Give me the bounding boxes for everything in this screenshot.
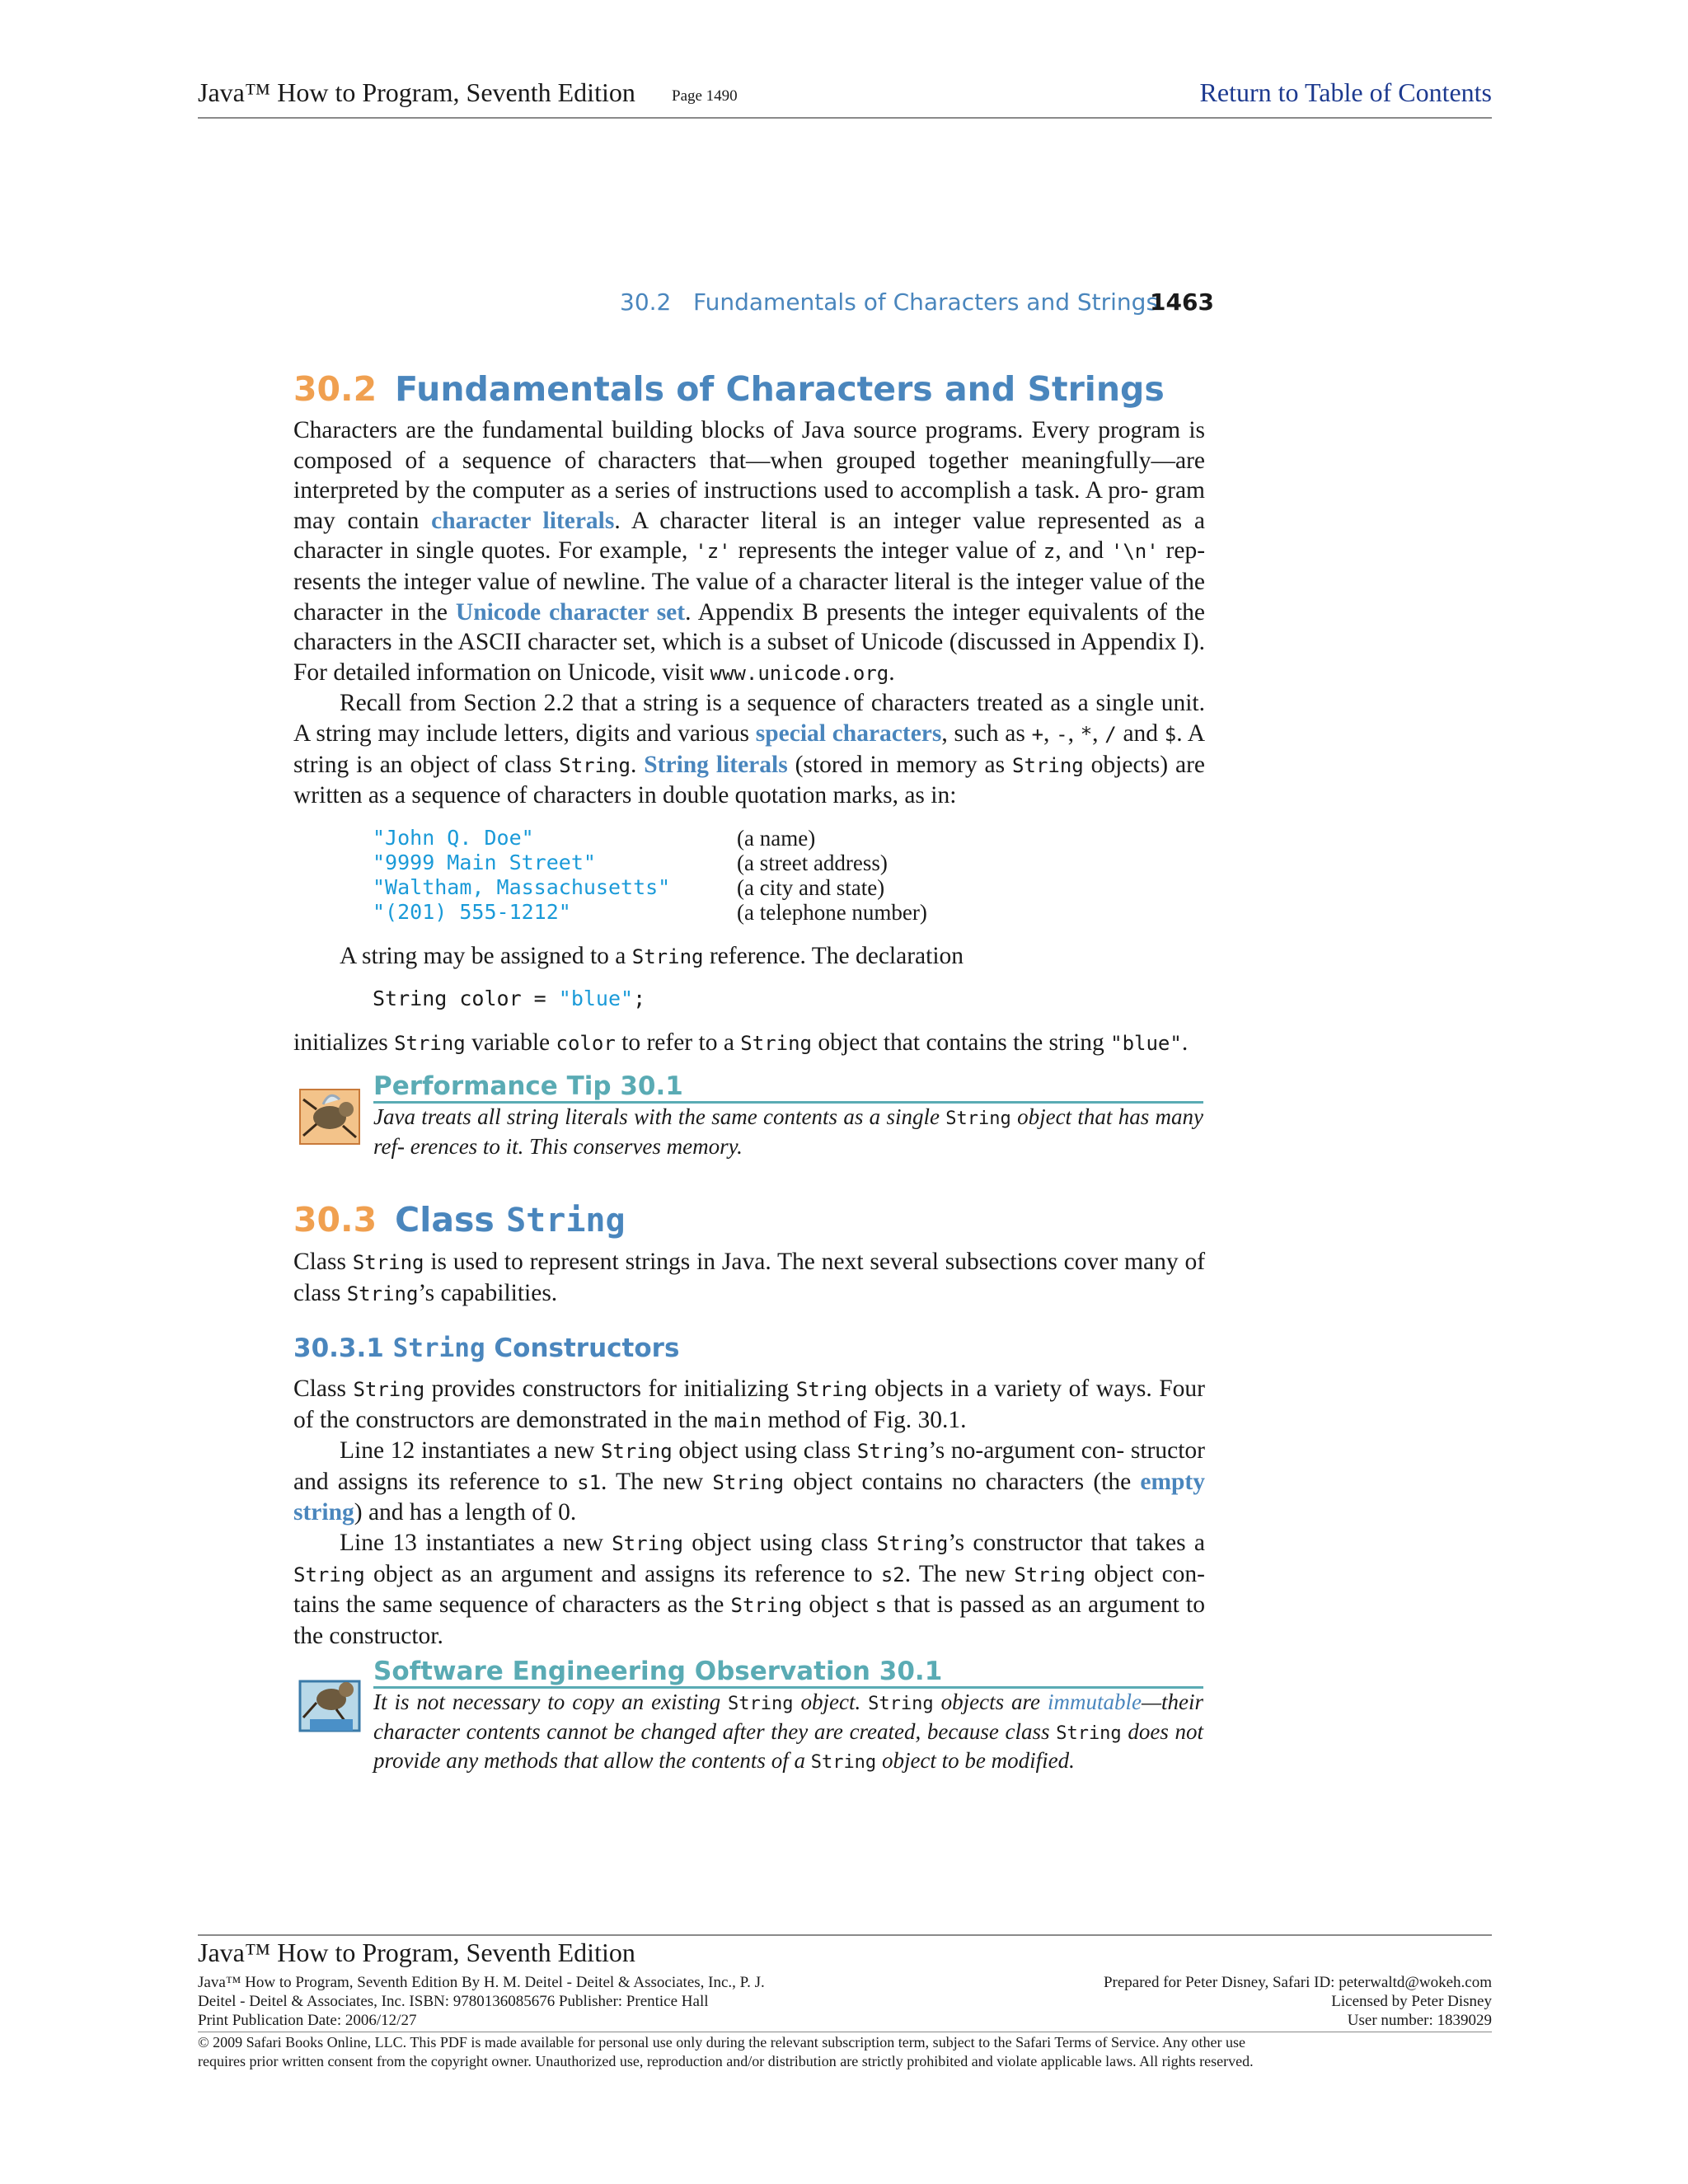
software-engineering-bug-icon [295,1670,371,1744]
term-empty-string: empty string [293,1468,1206,1526]
section-30-2-body [293,415,1205,811]
example-description: (a city and state) [737,875,885,900]
subsection-title: Constructors [485,1333,680,1363]
footer-licensed-by: Licensed by Peter Disney [1331,1993,1492,2010]
example-code: "9999 Main Street" [373,851,596,874]
subsection-30-3-1-body [293,1374,1205,1651]
section-number: 30.2 [293,369,377,409]
term-unicode-character-set: Unicode character set [455,598,686,626]
paragraph: Recall from Section 2.2 that a string is a sequence of characters treated as a single unit. A string may include letters, digits and various special characters, such as +, -, *, / and $. A string is an object of class String. String literals (stored in memory as String objects) are written as a sequence of characters in double quotation marks, as in: [293,690,1206,809]
section-heading-30-2 [293,369,1205,409]
example-code: "Waltham, Massachusetts" [373,875,671,899]
section-title: Class [395,1200,507,1240]
table-of-contents-link[interactable]: Return to Table of Contents [1199,77,1492,107]
subsection-heading-30-3-1: 30.3.1 String Constructors [293,1333,680,1363]
paragraph: Class String provides constructors for initializing String objects in a variety of ways. Four of the constructors are demonstrated in the main method of Fig. 30.1. [293,1376,1205,1433]
example-description: (a telephone number) [737,900,927,925]
example-code: "John Q. Doe" [373,826,534,850]
footer-book-info: Deitel - Deitel & Associates, Inc. ISBN: 9780136085676 Publisher: Prentice Hall [198,1993,709,2010]
example-description: (a street address) [737,851,888,875]
footer-prepared-for: Prepared for Peter Disney, Safari ID: peterwaltd@wokeh.com [1103,1974,1492,1991]
footer-user-number: User number: 1839029 [1347,2012,1492,2029]
footer-copyright: © 2009 Safari Books Online, LLC. This PDF is made available for personal use only during the relevant subscription term, subject to the Safari Terms of Service. Any other use [198,2034,1245,2050]
term-special-characters: special characters [755,719,942,747]
running-head: 30.2 Fundamentals of Characters and Strings [620,288,1159,316]
footer-book-info: Java™ How to Program, Seventh Edition By H. M. Deitel - Deitel & Associates, Inc., P. J. [198,1974,765,1991]
performance-tip-body: Java treats all string literals with the same contents as a single String object that has many ref- erences to it. This conserves memory. [373,1104,1203,1159]
paragraph: initializes String variable color to refer to a String object that contains the string "blue". [293,1029,1189,1056]
book-title: Java™ How to Program, Seventh Edition [198,77,635,107]
footer-title: Java™ How to Program, Seventh Edition [198,1938,635,1967]
observation-body: It is not necessary to copy an existing String object. String objects are immutable—their character contents cannot be changed after they are created, because class String does not provide any methods that allow the contents of a String object to be modified. [373,1690,1203,1773]
performance-tip-title: Performance Tip 30.1 [373,1071,683,1101]
section-title: Fundamentals of Characters and Strings [395,369,1165,409]
example-code: "(201) 555-1212" [373,900,571,924]
term-immutable: immutable [1047,1690,1142,1714]
footer-publication-date: Print Publication Date: 2006/12/27 [198,2012,417,2029]
paragraph: Line 12 instantiates a new String object using class String’s no-argument con- structor and assigns its reference to s1. The new String object contains no characters (the empty string) and has a length of 0. [293,1437,1206,1526]
footer-copyright: requires prior written consent from the copyright owner. Unauthorized use, reproduction and/or distribution are strictly prohibited and violate applicable laws. All rights reserved. [198,2053,1254,2069]
footer-divider [198,1934,1492,1936]
subsection-number: 30.3.1 [293,1333,384,1363]
paragraph: Class String is used to represent strings in Java. The next several subsections cover many of class String’s capabilities. [293,1249,1206,1306]
paragraph: Line 13 instantiates a new String object using class String’s constructor that takes a String object as an argument and assigns its reference to s2. The new String object con- tains the same sequence of characters as the String object s that is passed as an argument to the constructor. [293,1529,1205,1649]
code-declaration: String color = "blue"; [373,987,646,1010]
example-description: (a name) [737,826,816,851]
software-engineering-observation [373,1657,1203,1777]
section-number: 30.3 [293,1200,377,1240]
performance-tip [373,1071,1203,1160]
section-heading-30-3: 30.3 Class String [293,1200,626,1240]
term-string-literals: String literals [644,751,788,778]
page-reference: Page 1490 [672,87,738,105]
paragraph: Characters are the fundamental building blocks of Java source programs. Every program is composed of a sequence of characters that—when grouped together meaningfully—are interpreted by the computer as a series of instructions used to accomplish a task. A pro- gram may contain character literals. A character literal is an integer value represented as a character in single quotes. For example, 'z' represents the integer value of z, and '\n' rep- resents the integer value of newline. The value of a character literal is the integer value of the character in the Unicode character set. Appendix B presents the integer equivalents of the characters in the ASCII character set, which is a subset of Unicode (discussed in Appendix I). For detailed information on Unicode, visit www.unicode.org. [293,417,1206,686]
performance-bug-icon [297,1085,371,1151]
observation-title: Software Engineering Observation 30.1 [373,1657,943,1686]
page-number: 1463 [1150,288,1214,316]
paragraph: A string may be assigned to a String reference. The declaration [340,943,964,969]
term-character-literals: character literals [431,507,615,534]
top-bar [198,76,1492,119]
